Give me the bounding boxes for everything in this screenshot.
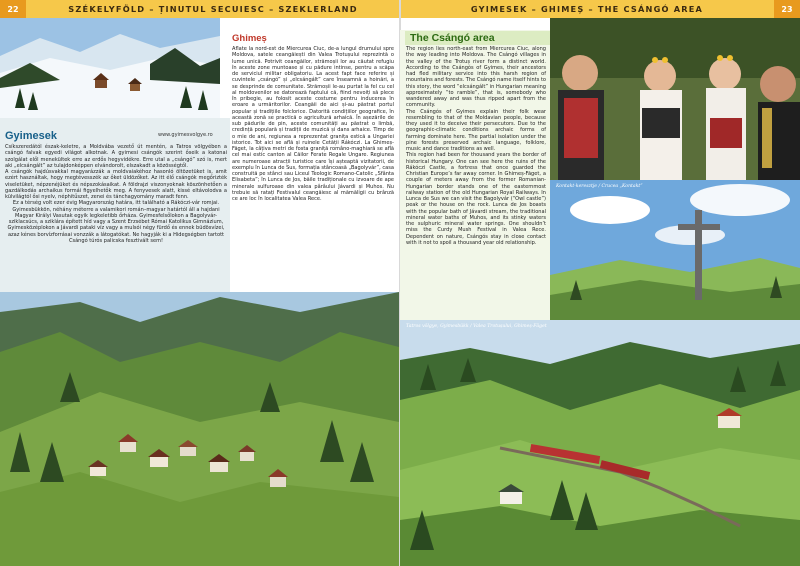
csango-paragraph-1: The region lies north-east from Miercurea Ciuc, along the way leading into Moldova. The Csángó villages in the valley of the Trotuș river form a distinct world. According to the Csángós of Gyimes, their ancestors had fled military service into this harsh region of mountains and forests. The Csángó name itself hints to this story, the word “elcsángált” in Hungarian meaning approximately “to ramble”, that is, somebody who wandered away and was thus ripped apart from the community.: [406, 46, 547, 109]
valley-village-photo: [0, 292, 399, 566]
ghimes-heading: Ghimeș: [232, 33, 267, 44]
gyimesek-body: [5, 144, 227, 244]
right-running-title: GYIMESEK – GHIMEȘ – THE CSÁNGÓ AREA: [470, 4, 704, 14]
gyimesek-paragraph-2: A csángók hajdúsvakkal magyarázzák a moldvaiakéhoz hasonló öltözetüket is, amit ezért használtak, hogy megtévesszék az őket üldözőket. Az itt élő csángók megőrizték viseletüket, népzenéjüket és népszokásaikat. A földrajzi viszonyoknak köszönhetően a gazdálkodás archaikus formái figyelhetők meg. A fenyvesek alatt, kissé eltávolodva a külvilágtól ősi nyelv, néphitűszet, zenei és tánchagyomány maradt fenn.: [5, 169, 227, 200]
right-page-number: 23: [774, 0, 800, 18]
railway-valley-photo: [400, 320, 800, 566]
hilltop-cross-photo: [550, 180, 800, 320]
folk-dancers-photo: [550, 18, 800, 180]
left-running-title: SZÉKELYFÖLD – ȚINUTUL SECUIESC – SZEKLERLAND: [68, 4, 358, 14]
left-page-header: [0, 0, 400, 18]
right-page-header: [400, 0, 800, 18]
gyimesek-paragraph-3: Ez a térség volt ezer évig Magyarország határa, itt található a Rákóczi-vár romjai. Gyimesbükkön, néhány méterre a valamikori román–magyar határtól áll a hajdani Magyar Királyi Vasutak egyik legkeletibb őrháza. Gyimesfelsőlokon a Bagolyvár-sziklacsúcs, a sziklára épített híd vagy a Szent Erzsébet Római Katolikus Gimnázium, Gyimesközéplokon a Jávardi pataki víz vagy a mulsói négy fürdő és ennek büdösvízei, azaz kénes borvízforrásai vonzzák a látogatókat. Ne hagyják ki a Hidegségben tartott Csángó túrós palicska fesztivált sem!: [7, 200, 225, 244]
csango-heading: The Csángó area: [405, 31, 550, 45]
website-link[interactable]: www.gyimesvolgye.ro: [158, 132, 213, 138]
gyimesek-paragraph-1: Csíkszeredától észak-keletre, a Moldvába vezető út mentén, a Tatros völgyében a csángó falvak egyedi világot alkotnak. A gyimesi csángók szerint őseik a katonai szolgálat elől menekültek erre az erdős hegyvidékre. Erre utal a „csángó” szó is, mert aki „elcsángált” az tulajdonképpen elvándorolt, elszakadt a közösségtől.: [5, 144, 227, 169]
cross-caption: Kontakt-keresztje / Crucea „Kontakt”: [556, 184, 643, 189]
winter-landscape-photo: [0, 18, 220, 118]
csango-body: [406, 46, 546, 246]
csango-paragraph-2: The Csángós of Gyimes explain their folk wear resembling to that of the Moldavian people, because they used it to deceive their persecutors. Due to the geographic-climatic conditions archaic forms of farming dominate here. The partial isolation under the pine forests preserved archaic language, folklore, music and dance traditions as well.: [406, 108, 546, 152]
valley-caption: Tatros völgye, Gyimesbükk / Valea Trotușului, Ghimeș-Făget: [406, 324, 547, 329]
csango-paragraph-3: This region had been for thousand years the border of historical Hungary. One can see here the ruins of the Rákóczi Castle, a fortress that once guarded the Christian Europe’s far away corner. In Ghimeș-Făget, a couple of meters away from the former Romanian-Hungarian border stands one of the easternmost railway station of the old Hungarian Royal Railways. In Lunca de Sus we can visit the Bagolyvár (“Owl castle”) peak or the house on the rock. Lunca de Jos boasts with the popular bath of Jávardi stream, the traditional mineral water baths of Muhos, and its stinky waters the sulphuric mineral water springs. One shouldn’t miss the Curdy Mush Festival in Valea Rece. Dependent on nature, Csángós stay in close contact with it not to spoil a thousand year old relationship.: [406, 152, 546, 246]
ghimes-body: Aflate la nord-est de Miercurea Ciuc, de-a lungul drumului spre Moldova, satele ceangăiești din Valea Trotușului reprezintă o lume unică. Potrivit ceangăilor, strămoșii lor au căutat refugiu în aceste zone muntoase și cu pădure intinse, pentru a scăpa de serviciul militar obligatoriu. La acest fapt face referire și cuvintele „csángó” și „elcsángált” care înseamnă a hoinări, a se desprinde de comunitate. Strămoșii le-au purtat la fel cu cel al moldovenilor se datorează faptului că, fiind nevoiți să plece în pribegie, au folosit aceste costume pentru inducerea în eroare a urmăritorilor. Ceangăii de aici și-au păstrat portul popular și tradițiile folclorice. Datorită condițiilor geografice, în această zonă se practică o agricultură arhaică. În așezările de sub pădurile de pin, aceste comunități au păstrat o limbă, credință populară și tradiții de muzică și dans arhaice. Timp de o mie de ani, regiunea a reprezentat granița estică a Ungariei istorice. Tot aici se află și ruinele Cetății Rákóczi. La Ghimeș-Făget, la câțiva metri de fosta graniță româno-maghiară se află cel mai estic canton al Căilor Ferate Regale Ungare. Regiunea are numeroase atracții turistice care își așteaptă vizitatorii, de exemplu în Lunca de Sus, formația stâncoasă „Bagolyvár”, casa construită pe stânci sau Liceul Teologic Romano-Catolic „Sfânta Elisabeta”; în Lunca de Jos, băile tradiționale cu izvoare de ape minerale sulfuroase din valea pârâului Jávardi și Muhos. Nu trebuie să ratați Festivalul ceangăiesc al mămăligii cu brânză ce are loc în localitatea Valea Rece.: [232, 46, 394, 202]
left-page-number: 22: [0, 0, 26, 18]
gyimesek-heading: Gyimesek: [5, 130, 57, 142]
